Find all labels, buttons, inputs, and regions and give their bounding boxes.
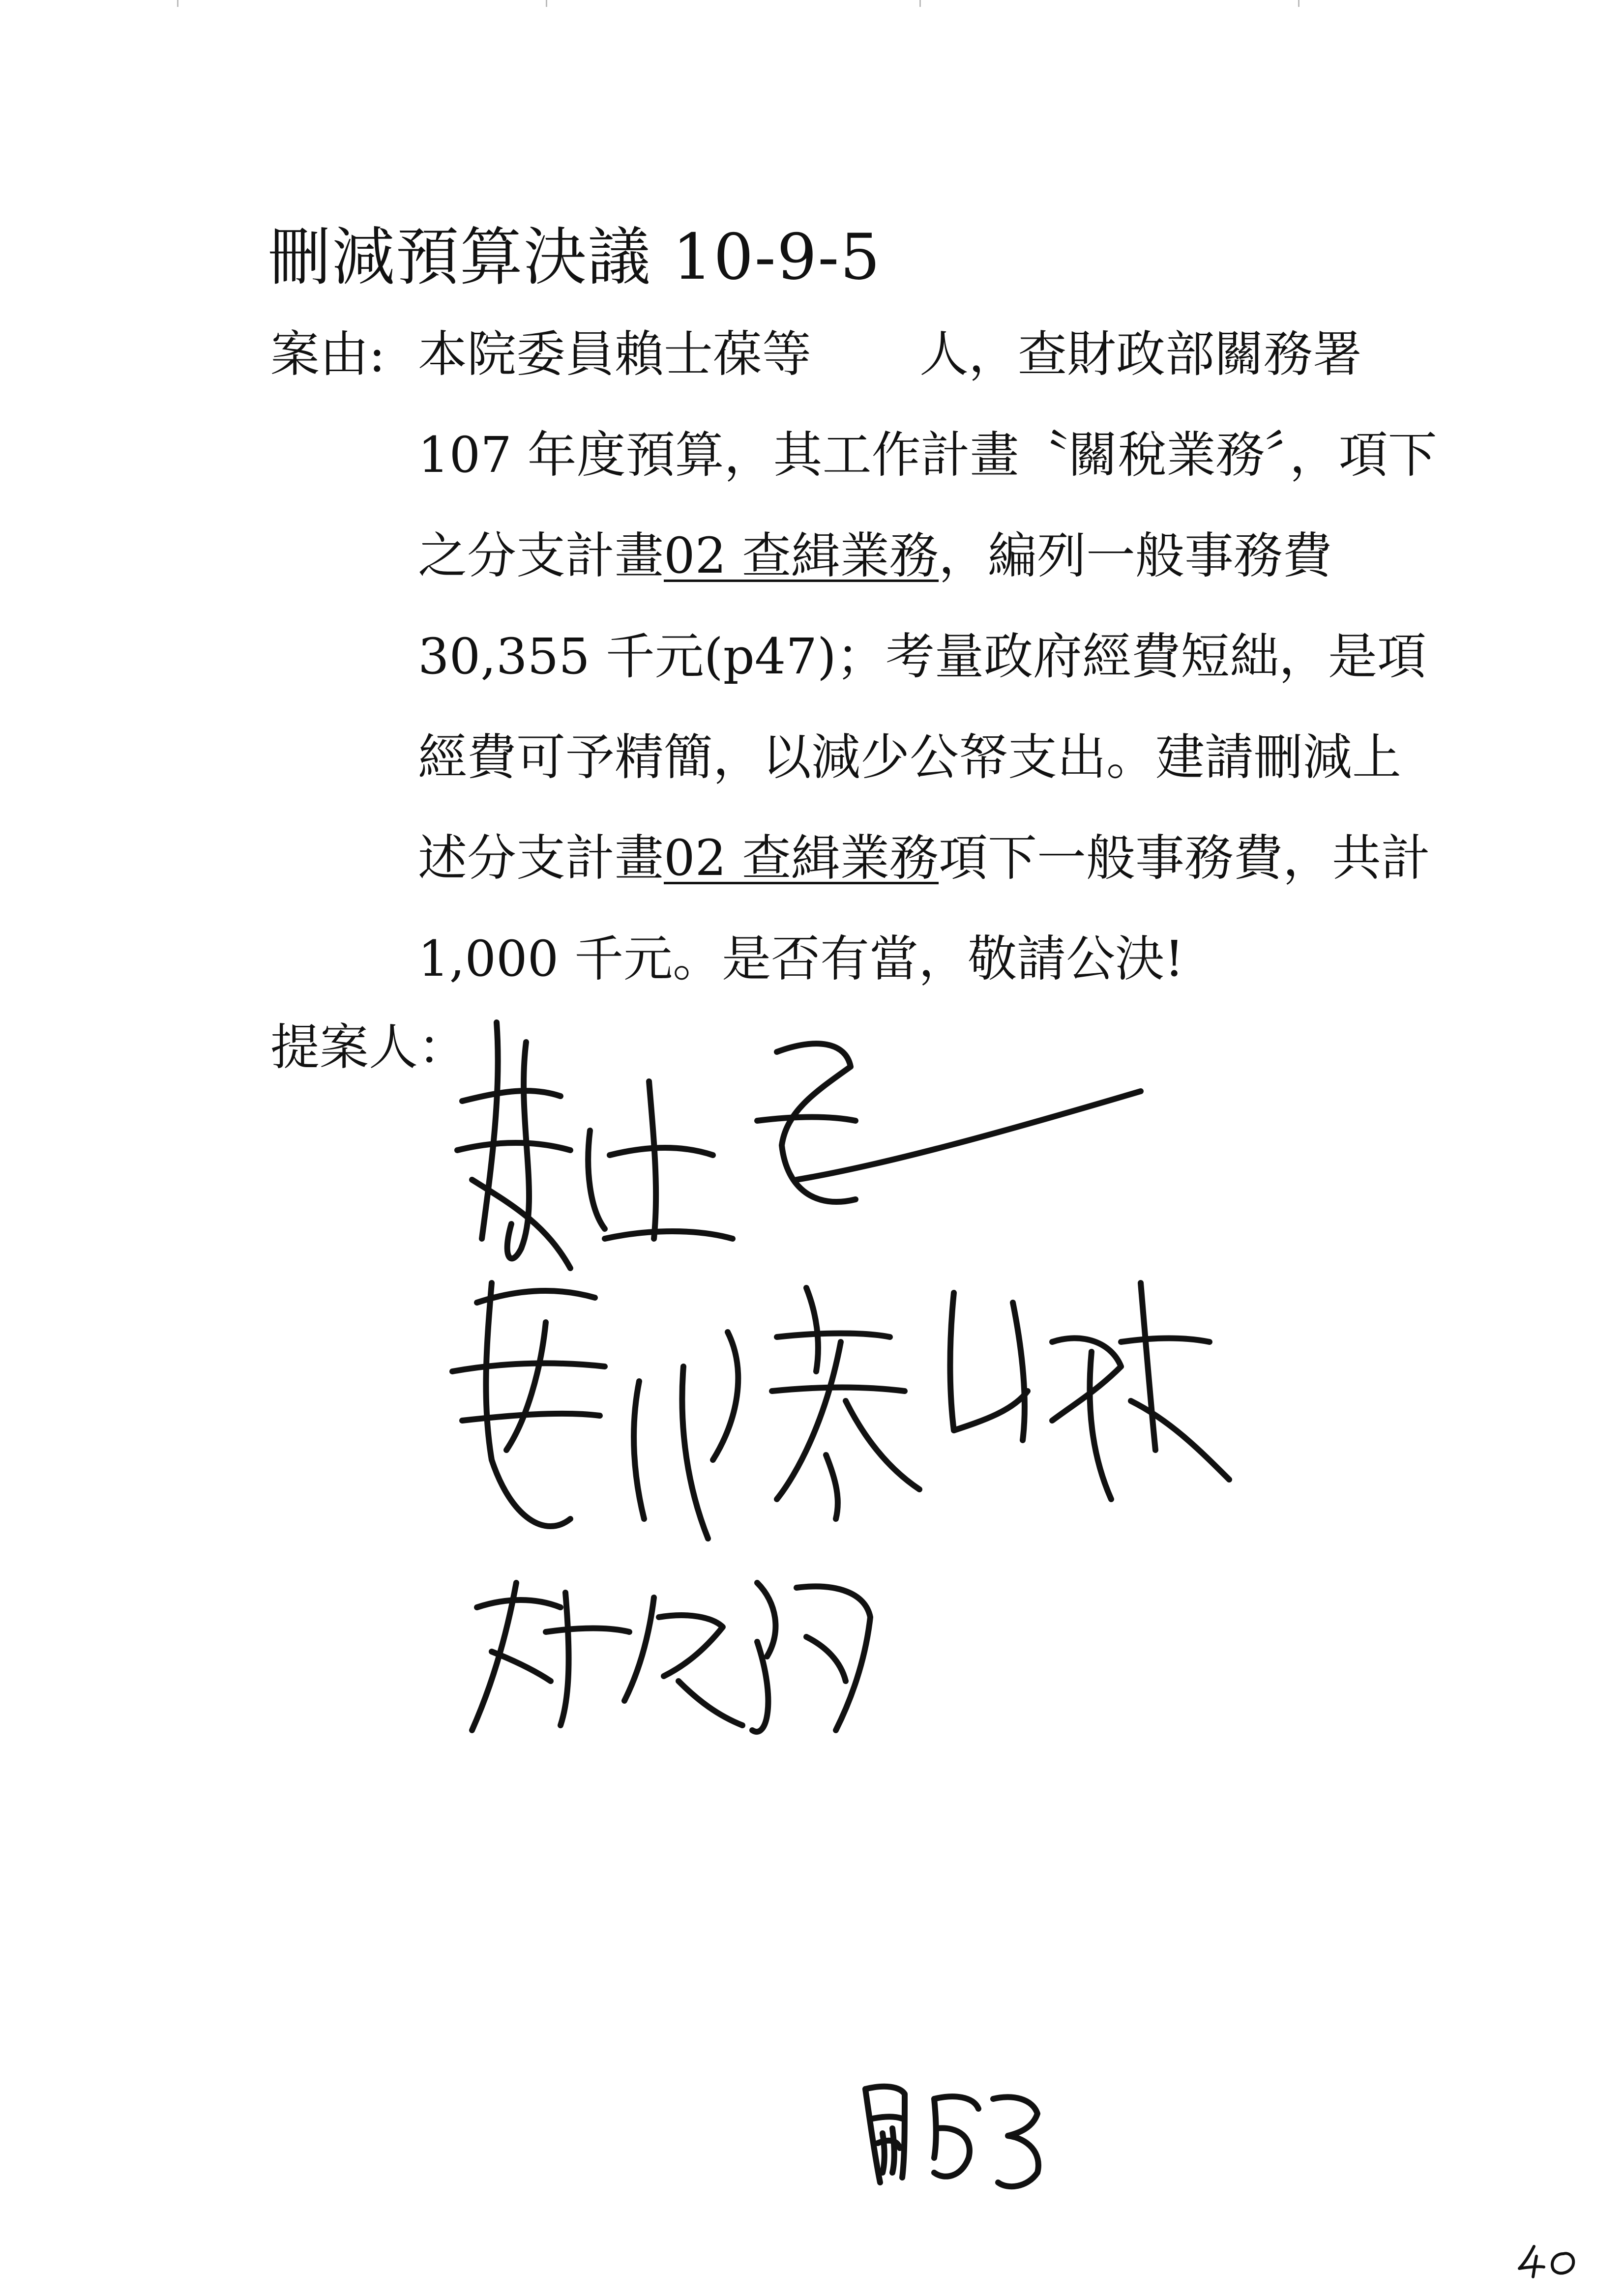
handwritten-mark — [856, 2074, 1062, 2192]
signature-2 — [433, 1244, 1269, 1563]
case-text: 之分支計畫 — [418, 527, 664, 584]
scan-mark — [919, 0, 921, 7]
case-line-7: 1,000 千元。是否有當，敬請公決! — [418, 930, 1184, 988]
case-line-5: 經費可予精簡，以減少公帑支出。建請刪減上 — [418, 728, 1401, 786]
case-line-6 — [418, 818, 1430, 889]
scan-mark — [1298, 0, 1299, 7]
underlined-program: 02 查緝業務 — [664, 829, 939, 887]
underlined-program: 02 查緝業務 — [664, 527, 939, 584]
case-text: 人，查財政部關務署 — [919, 325, 1362, 383]
scan-mark — [546, 0, 547, 7]
case-line-4: 30,355 千元(p47)；考量政府經費短絀，是項 — [418, 628, 1426, 685]
case-line-3 — [418, 516, 1332, 587]
case-text: 本院委員賴士葆等 — [418, 325, 811, 383]
document-title: 刪減預算決議 10-9-5 — [268, 221, 881, 294]
proposer-label: 提案人： — [270, 1018, 467, 1076]
scan-mark — [177, 0, 178, 7]
page-number — [1514, 2241, 1583, 2281]
signature-3 — [462, 1553, 905, 1740]
case-label: 案由: — [270, 325, 385, 383]
case-text: ，編列一般事務費 — [939, 527, 1332, 584]
case-text: 項下一般事務費，共計 — [939, 829, 1431, 887]
case-line-2: 107 年度預算，其工作計畫〝關稅業務〞，項下 — [418, 426, 1437, 484]
case-text: 述分支計畫 — [418, 829, 664, 887]
